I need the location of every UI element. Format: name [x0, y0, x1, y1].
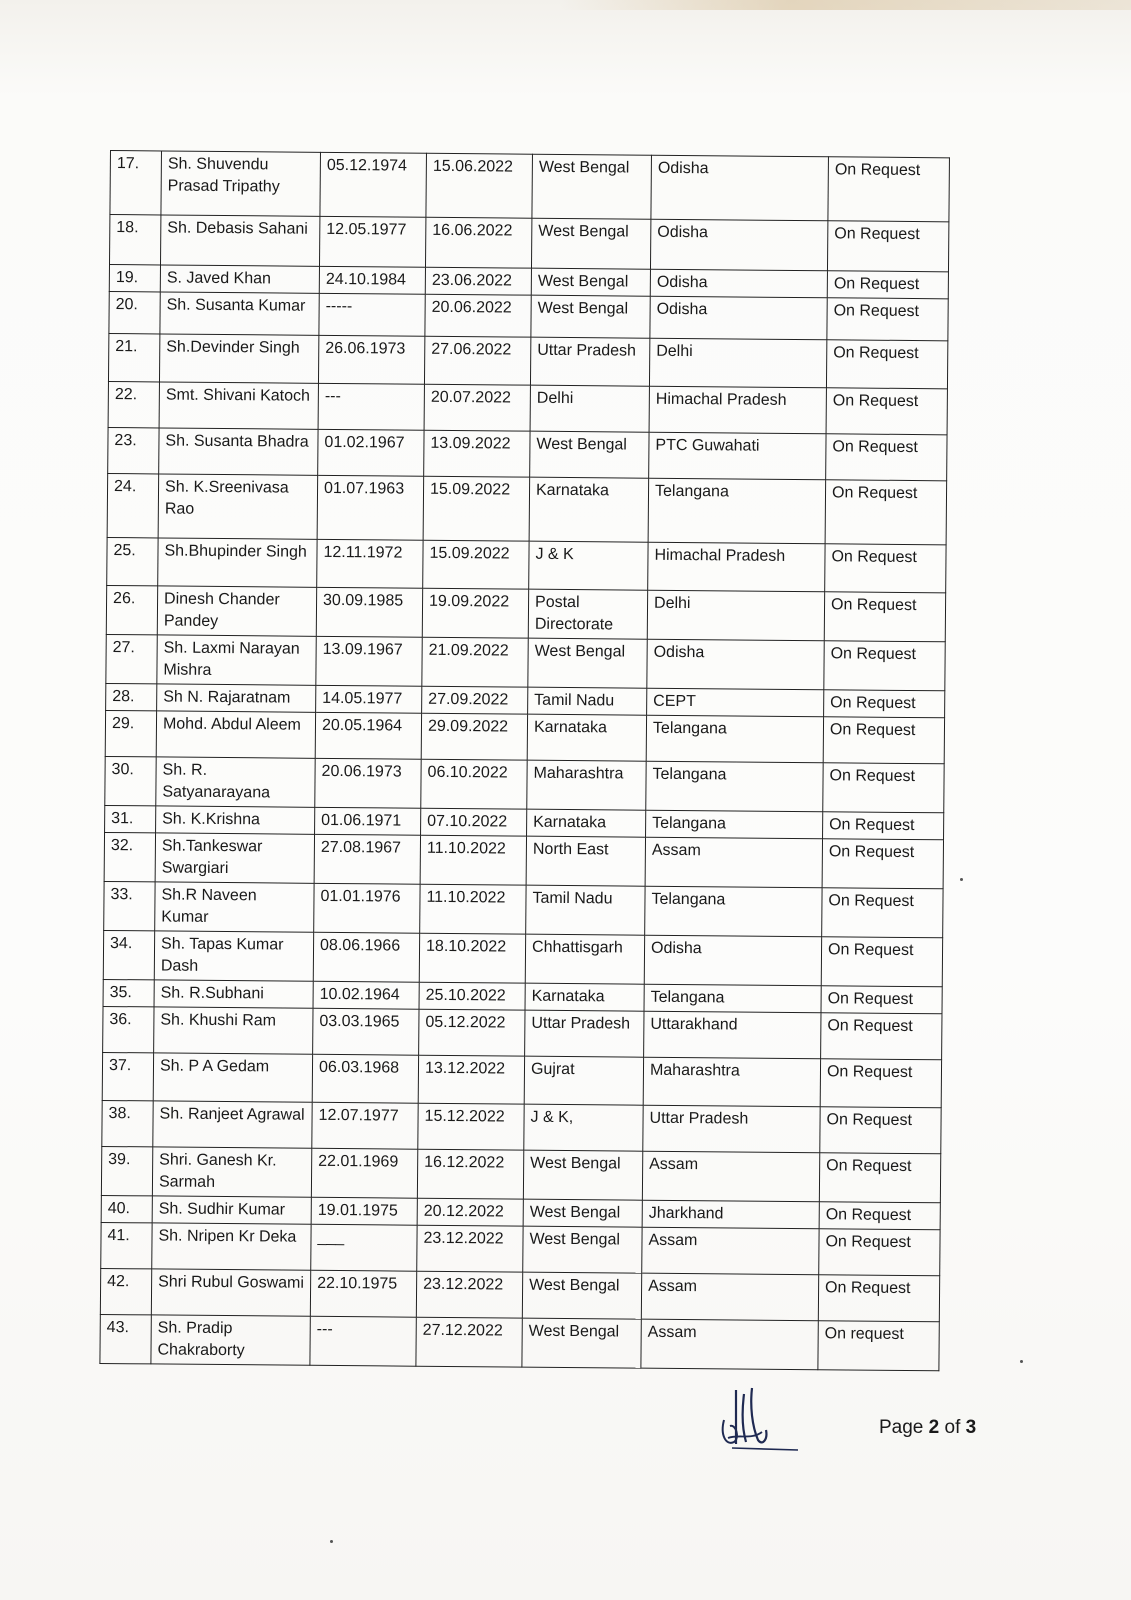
- to-circle-cell: Odisha: [651, 155, 829, 221]
- from-circle-cell: West Bengal: [531, 268, 650, 296]
- remarks-cell: On Request: [826, 340, 947, 389]
- transfer-date-cell: 15.09.2022: [423, 476, 530, 541]
- date-of-birth-cell: 20.06.1973: [315, 758, 421, 808]
- serial-number-cell: 31.: [105, 805, 156, 832]
- table-row: [107, 473, 947, 544]
- from-circle-cell: J & K: [529, 541, 648, 590]
- from-circle-cell: Uttar Pradesh: [530, 337, 649, 386]
- transfer-date-cell: 11.10.2022: [420, 835, 526, 885]
- from-circle-cell: West Bengal: [522, 1272, 641, 1319]
- remarks-cell: On Request: [819, 1202, 940, 1230]
- transfer-date-cell: 20.07.2022: [424, 384, 530, 431]
- from-circle-cell: North East: [526, 836, 645, 886]
- date-of-birth-cell: 22.10.1975: [310, 1270, 416, 1317]
- to-circle-cell: Assam: [641, 1319, 818, 1370]
- from-circle-cell: Karnataka: [529, 477, 649, 542]
- serial-number-cell: 41.: [101, 1222, 152, 1268]
- transfer-date-cell: 20.12.2022: [417, 1198, 523, 1226]
- date-of-birth-cell: 03.03.1965: [313, 1008, 419, 1055]
- to-circle-cell: Maharashtra: [643, 1057, 820, 1107]
- date-of-birth-cell: 05.12.1974: [320, 152, 427, 217]
- table-wrapper: [99, 150, 950, 1371]
- from-circle-cell: West Bengal: [528, 638, 647, 688]
- to-circle-cell: Odisha: [650, 296, 827, 340]
- transfer-date-cell: 25.10.2022: [419, 982, 525, 1010]
- from-circle-cell: Tamil Nadu: [526, 885, 645, 935]
- remarks-cell: On Request: [821, 986, 942, 1014]
- table-row: [104, 832, 943, 888]
- date-of-birth-cell: 08.06.1966: [313, 932, 419, 982]
- serial-number-cell: 24.: [107, 473, 159, 537]
- from-circle-cell: West Bengal: [531, 295, 650, 338]
- serial-number-cell: 26.: [106, 585, 157, 634]
- serial-number-cell: 22.: [108, 381, 159, 427]
- to-circle-cell: Telangana: [646, 715, 823, 763]
- table-row: [108, 333, 947, 388]
- from-circle-cell: Karnataka: [525, 983, 644, 1011]
- serial-number-cell: 32.: [104, 832, 155, 881]
- transfer-date-cell: 11.10.2022: [420, 884, 526, 934]
- date-of-birth-cell: 24.10.1984: [319, 266, 425, 294]
- serial-number-cell: 17.: [110, 151, 162, 215]
- table-row: [104, 881, 943, 937]
- date-of-birth-cell: 26.06.1973: [318, 335, 424, 384]
- table-row: [101, 1222, 940, 1275]
- to-circle-cell: Uttar Pradesh: [643, 1105, 820, 1153]
- remarks-cell: On Request: [818, 1275, 939, 1322]
- name-cell: S. Javed Khan: [160, 265, 319, 293]
- table-row: [102, 1100, 941, 1153]
- name-cell: Sh.R Naveen Kumar: [155, 882, 314, 932]
- date-of-birth-cell: 12.11.1972: [317, 539, 423, 588]
- name-cell: Sh. Pradip Chakraborty: [151, 1315, 310, 1365]
- table-row: [109, 291, 948, 340]
- table-row: [103, 930, 942, 986]
- transfer-date-cell: 23.12.2022: [417, 1225, 523, 1272]
- to-circle-cell: Odisha: [644, 935, 821, 986]
- remarks-cell: On Request: [819, 1229, 940, 1276]
- from-circle-cell: Gujrat: [524, 1056, 643, 1105]
- serial-number-cell: 39.: [101, 1146, 152, 1195]
- serial-number-cell: 37.: [102, 1052, 153, 1100]
- table-row: [101, 1146, 940, 1202]
- transfer-date-cell: 13.12.2022: [418, 1055, 524, 1104]
- scan-speck: [330, 1540, 333, 1543]
- table-row: [108, 381, 947, 434]
- remarks-cell: On Request: [826, 434, 947, 481]
- from-circle-cell: Uttar Pradesh: [525, 1010, 644, 1057]
- from-circle-cell: Tamil Nadu: [528, 687, 647, 715]
- date-of-birth-cell: 30.09.1985: [316, 587, 422, 637]
- table-row: [103, 1006, 942, 1059]
- page-of-label: of: [944, 1417, 961, 1438]
- remarks-cell: On Request: [825, 544, 946, 593]
- name-cell: Sh.Tankeswar Swargiari: [155, 833, 314, 883]
- transfer-date-cell: 23.06.2022: [425, 267, 531, 295]
- name-cell: Shri. Ganesh Kr. Sarmah: [152, 1147, 311, 1197]
- name-cell: Sh. Laxmi Narayan Mishra: [157, 635, 316, 685]
- page-total: 3: [965, 1417, 977, 1438]
- remarks-cell: On Request: [822, 839, 943, 889]
- serial-number-cell: 36.: [103, 1006, 154, 1052]
- name-cell: Sh. Susanta Kumar: [160, 292, 319, 335]
- serial-number-cell: 42.: [100, 1268, 151, 1314]
- remarks-cell: On Request: [825, 480, 947, 545]
- name-cell: Dinesh Chander Pandey: [157, 586, 316, 636]
- remarks-cell: On Request: [827, 221, 948, 272]
- date-of-birth-cell: ---: [310, 1316, 416, 1366]
- date-of-birth-cell: 01.02.1967: [318, 429, 424, 476]
- to-circle-cell: Assam: [642, 1227, 819, 1275]
- from-circle-cell: West Bengal: [522, 1318, 641, 1368]
- table-row: [106, 585, 945, 641]
- transfer-date-cell: 23.12.2022: [416, 1271, 522, 1318]
- name-cell: Sh. Nripen Kr Deka: [152, 1223, 311, 1270]
- serial-number-cell: 34.: [103, 930, 154, 979]
- transfer-date-cell: 15.06.2022: [426, 153, 533, 218]
- remarks-cell: On Request: [823, 763, 944, 813]
- remarks-cell: On Request: [819, 1153, 940, 1203]
- remarks-cell: On request: [818, 1321, 939, 1371]
- name-cell: Sh.Bhupinder Singh: [158, 538, 317, 587]
- remarks-cell: On Request: [820, 1107, 941, 1154]
- from-circle-cell: West Bengal: [531, 218, 650, 269]
- to-circle-cell: Telangana: [646, 761, 823, 812]
- from-circle-cell: Delhi: [530, 385, 649, 432]
- serial-number-cell: 33.: [104, 881, 155, 930]
- transfer-date-cell: 06.10.2022: [421, 759, 527, 809]
- serial-number-cell: 30.: [105, 756, 156, 805]
- remarks-cell: On Request: [821, 937, 942, 987]
- date-of-birth-cell: 14.05.1977: [316, 685, 422, 713]
- transfer-date-cell: 27.06.2022: [424, 336, 530, 385]
- serial-number-cell: 29.: [105, 710, 156, 756]
- name-cell: Sh.Devinder Singh: [159, 334, 318, 383]
- date-of-birth-cell: 01.06.1971: [315, 807, 421, 835]
- from-circle-cell: Maharashtra: [527, 760, 646, 810]
- serial-number-cell: 21.: [108, 333, 159, 381]
- from-circle-cell: West Bengal: [530, 431, 649, 478]
- transfer-date-cell: 29.09.2022: [421, 713, 527, 760]
- remarks-cell: On Request: [824, 641, 945, 691]
- name-cell: Smt. Shivani Katoch: [159, 382, 318, 429]
- remarks-cell: On Request: [828, 157, 950, 222]
- remarks-cell: On Request: [827, 271, 948, 299]
- to-circle-cell: Delhi: [649, 338, 826, 388]
- serial-number-cell: 18.: [110, 215, 161, 265]
- name-cell: Sh. P A Gedam: [153, 1053, 312, 1102]
- scan-speck: [1020, 1360, 1023, 1363]
- remarks-cell: On Request: [824, 690, 945, 718]
- date-of-birth-cell: 22.01.1969: [311, 1148, 417, 1198]
- date-of-birth-cell: -----: [319, 293, 425, 336]
- table-row: [105, 710, 944, 763]
- from-circle-cell: West Bengal: [523, 1150, 642, 1200]
- transfer-date-cell: 19.09.2022: [422, 588, 528, 638]
- handwritten-signature-icon: [712, 1380, 802, 1460]
- paper-stain: [560, 0, 1131, 10]
- to-circle-cell: Himachal Pradesh: [649, 386, 826, 434]
- serial-number-cell: 20.: [109, 291, 160, 333]
- to-circle-cell: Telangana: [644, 984, 821, 1013]
- to-circle-cell: Himachal Pradesh: [648, 542, 825, 592]
- to-circle-cell: Odisha: [647, 639, 824, 690]
- table-row: [100, 1268, 939, 1321]
- name-cell: Sh. Debasis Sahani: [160, 215, 319, 266]
- date-of-birth-cell: 12.07.1977: [312, 1102, 418, 1149]
- table-row: [107, 537, 946, 592]
- page-label: Page: [879, 1417, 924, 1438]
- name-cell: Sh. R.Subhani: [154, 980, 313, 1008]
- name-cell: Sh. K.Sreenivasa Rao: [158, 474, 318, 539]
- serial-number-cell: 40.: [101, 1195, 152, 1222]
- name-cell: Sh. Shuvendu Prasad Tripathy: [161, 151, 321, 216]
- date-of-birth-cell: 01.01.1976: [314, 883, 420, 933]
- transfer-date-cell: 27.09.2022: [422, 686, 528, 714]
- name-cell: Sh. Susanta Bhadra: [159, 428, 318, 475]
- transfer-date-cell: 05.12.2022: [419, 1009, 525, 1056]
- date-of-birth-cell: 01.07.1963: [317, 475, 424, 540]
- remarks-cell: On Request: [824, 592, 945, 642]
- transfer-date-cell: 07.10.2022: [421, 808, 527, 836]
- serial-number-cell: 38.: [102, 1100, 153, 1146]
- date-of-birth-cell: 10.02.1964: [313, 981, 419, 1009]
- serial-number-cell: 27.: [106, 634, 157, 683]
- transfer-date-cell: 16.12.2022: [417, 1149, 523, 1199]
- transfer-date-cell: 20.06.2022: [425, 294, 531, 337]
- date-of-birth-cell: ---: [318, 383, 424, 430]
- table-row: [110, 151, 950, 222]
- from-circle-cell: Karnataka: [527, 809, 646, 837]
- transfer-table: [99, 150, 950, 1371]
- date-of-birth-cell: 27.08.1967: [314, 834, 420, 884]
- to-circle-cell: Assam: [641, 1273, 818, 1321]
- page-number: [879, 1417, 976, 1439]
- transfer-date-cell: 21.09.2022: [422, 637, 528, 687]
- serial-number-cell: 43.: [100, 1314, 151, 1363]
- table-row: [102, 1052, 941, 1107]
- from-circle-cell: J & K,: [524, 1104, 643, 1151]
- name-cell: Mohd. Abdul Aleem: [156, 711, 315, 758]
- table-body: [100, 151, 950, 1371]
- serial-number-cell: 19.: [109, 265, 160, 292]
- table-row: [105, 756, 944, 812]
- page-current: 2: [928, 1417, 940, 1438]
- name-cell: Shri Rubul Goswami: [151, 1269, 310, 1316]
- remarks-cell: On Request: [827, 298, 948, 341]
- date-of-birth-cell: 19.01.1975: [311, 1197, 417, 1225]
- serial-number-cell: 25.: [107, 537, 158, 585]
- date-of-birth-cell: ___: [311, 1224, 417, 1271]
- to-circle-cell: Telangana: [646, 810, 823, 839]
- from-circle-cell: Postal Directorate: [528, 589, 647, 639]
- serial-number-cell: 28.: [106, 683, 157, 710]
- to-circle-cell: CEPT: [647, 688, 824, 717]
- name-cell: Sh. R. Satyanarayana: [156, 757, 315, 807]
- table-row: [108, 427, 947, 480]
- date-of-birth-cell: 13.09.1967: [316, 636, 422, 686]
- from-circle-cell: West Bengal: [523, 1199, 642, 1227]
- scan-speck: [960, 878, 963, 881]
- from-circle-cell: Chhattisgarh: [525, 934, 644, 984]
- to-circle-cell: Assam: [642, 1151, 819, 1202]
- to-circle-cell: PTC Guwahati: [649, 432, 826, 480]
- from-circle-cell: Karnataka: [527, 714, 646, 761]
- to-circle-cell: Jharkhand: [642, 1200, 819, 1229]
- to-circle-cell: Delhi: [647, 590, 824, 641]
- transfer-date-cell: 27.12.2022: [416, 1317, 522, 1367]
- to-circle-cell: Telangana: [648, 478, 826, 544]
- date-of-birth-cell: 12.05.1977: [319, 216, 425, 267]
- to-circle-cell: Odisha: [650, 269, 827, 298]
- to-circle-cell: Telangana: [645, 886, 822, 937]
- transfer-date-cell: 15.09.2022: [423, 540, 529, 589]
- remarks-cell: On Request: [826, 388, 947, 435]
- name-cell: Sh. Sudhir Kumar: [152, 1196, 311, 1224]
- to-circle-cell: Assam: [645, 837, 822, 888]
- remarks-cell: On Request: [822, 888, 943, 938]
- name-cell: Sh. Tapas Kumar Dash: [154, 931, 313, 981]
- name-cell: Sh. Ranjeet Agrawal: [153, 1101, 312, 1148]
- transfer-date-cell: 18.10.2022: [419, 933, 525, 983]
- to-circle-cell: Odisha: [650, 219, 827, 271]
- remarks-cell: On Request: [821, 1013, 942, 1060]
- remarks-cell: On Request: [823, 717, 944, 764]
- name-cell: Sh N. Rajaratnam: [157, 684, 316, 712]
- date-of-birth-cell: 20.05.1964: [315, 712, 421, 759]
- table-row: [106, 634, 945, 690]
- table-row: [100, 1314, 939, 1370]
- serial-number-cell: 35.: [103, 979, 154, 1006]
- remarks-cell: On Request: [823, 812, 944, 840]
- date-of-birth-cell: 06.03.1968: [312, 1054, 418, 1103]
- from-circle-cell: West Bengal: [532, 154, 652, 219]
- transfer-date-cell: 16.06.2022: [425, 217, 531, 268]
- transfer-date-cell: 13.09.2022: [424, 430, 530, 477]
- remarks-cell: On Request: [820, 1059, 941, 1108]
- transfer-date-cell: 15.12.2022: [418, 1103, 524, 1150]
- name-cell: Sh. Khushi Ram: [154, 1007, 313, 1054]
- serial-number-cell: 23.: [108, 427, 159, 473]
- name-cell: Sh. K.Krishna: [156, 806, 315, 834]
- table-row: [110, 215, 949, 272]
- from-circle-cell: West Bengal: [523, 1226, 642, 1273]
- to-circle-cell: Uttarakhand: [644, 1011, 821, 1059]
